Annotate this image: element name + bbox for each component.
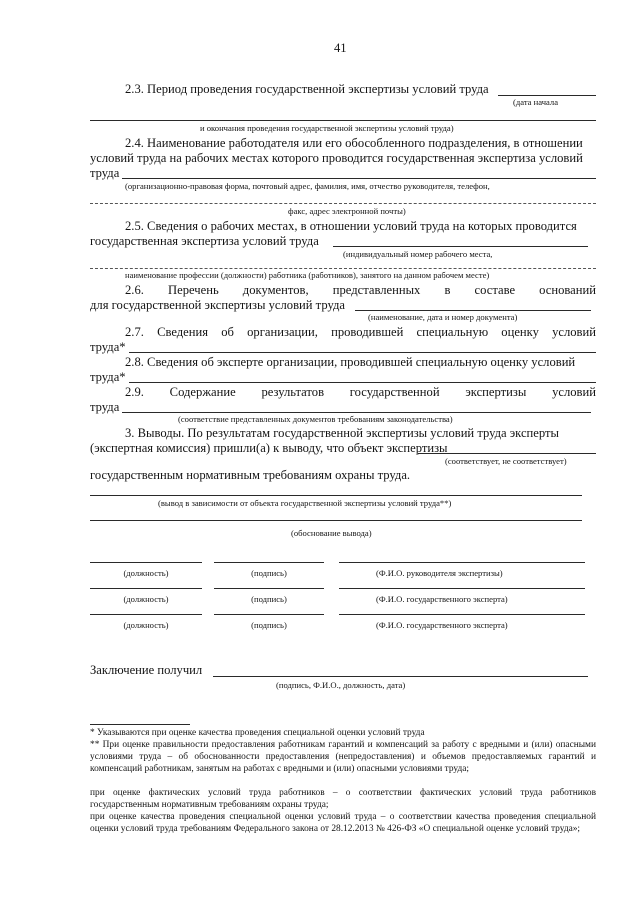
footnote-separator bbox=[90, 724, 190, 725]
section-2-4-line2: условий труда на рабочих местах которого проводится государственная экспертиза условий bbox=[90, 151, 583, 165]
section-3-hint2: (вывод в зависимости от объекта государственной экспертизы условий труда**) bbox=[158, 498, 452, 508]
section-2-5-hint2: наименование профессии (должности) работника (работников), занятого на данном рабочем месте) bbox=[125, 270, 490, 280]
signature-name-line bbox=[339, 614, 585, 615]
section-2-4-hint2: факс, адрес электронной почты) bbox=[288, 206, 406, 216]
signature-sign-line bbox=[214, 614, 324, 615]
signature-position-label: (должность) bbox=[123, 594, 169, 604]
signature-name-label: (Ф.И.О. руководителя экспертизы) bbox=[376, 568, 503, 578]
workplace-profession-line bbox=[90, 268, 596, 269]
conclusion-conformity-line bbox=[418, 453, 596, 454]
signature-name-line bbox=[339, 562, 585, 563]
section-2-5-line1: 2.5. Сведения о рабочих местах, в отношении условий труда на которых проводится bbox=[125, 219, 577, 233]
workplace-number-line bbox=[333, 246, 588, 247]
section-2-8-line1: 2.8. Сведения об эксперте организации, проводившей специальную оценку условий bbox=[125, 355, 576, 369]
section-3-line1: 3. Выводы. По результатам государственной экспертизы условий труда эксперты bbox=[125, 426, 559, 440]
section-3-hint1: (соответствует, не соответствует) bbox=[445, 456, 567, 466]
received-hint: (подпись, Ф.И.О., должность, дата) bbox=[276, 680, 406, 690]
footnote-1: * Указываются при оценке качества проведения специальной оценки условий труда bbox=[90, 728, 425, 738]
received-line bbox=[213, 676, 588, 677]
section-2-9-line1: 2.9. Содержание результатов государственной экспертизы условий bbox=[125, 385, 596, 399]
employer-line bbox=[122, 178, 596, 179]
footnote-2: ** При оценке правильности предоставления работникам гарантий и компенсаций за работу с вредными и (или) опасными условиями труда – об обоснованности предоставления (непредоставления) и объемов предоставляемых гарантий и компенсаций работникам, занятым на работах с вредными и (или) опасными условиями труда; bbox=[90, 740, 596, 774]
section-2-8-line2: труда* bbox=[90, 370, 126, 384]
documents-line bbox=[355, 310, 591, 311]
signature-sign-label: (подпись) bbox=[251, 620, 287, 630]
signature-name-label: (Ф.И.О. государственного эксперта) bbox=[376, 620, 508, 630]
received-label: Заключение получил bbox=[90, 663, 203, 677]
section-2-4-line3: труда bbox=[90, 166, 120, 180]
section-2-6-line2: для государственной экспертизы условий труда bbox=[90, 298, 345, 312]
date-end-line bbox=[90, 120, 596, 121]
signature-position-label: (должность) bbox=[123, 568, 169, 578]
section-2-6-hint: (наименование, дата и номер документа) bbox=[368, 312, 518, 322]
section-2-4-line1: 2.4. Наименование работодателя или его обособленного подразделения, в отношении bbox=[125, 136, 583, 150]
date-start-line bbox=[498, 95, 596, 96]
section-3-line2: (экспертная комиссия) пришли(а) к выводу, что объект экспертизы bbox=[90, 441, 448, 455]
section-2-3-hint-end: и окончания проведения государственной экспертизы условий труда) bbox=[200, 123, 454, 133]
section-2-4-hint1: (организационно-правовая форма, почтовый адрес, фамилия, имя, отчество руководителя, телефон, bbox=[125, 181, 490, 191]
section-2-9-hint: (соответствие представленных документов требованиям законодательства) bbox=[178, 414, 453, 424]
section-2-7-line2: труда* bbox=[90, 340, 126, 354]
signature-position-line bbox=[90, 614, 202, 615]
signature-position-line bbox=[90, 562, 202, 563]
section-3-hint3: (обоснование вывода) bbox=[291, 528, 372, 538]
justification-line bbox=[90, 520, 582, 521]
signature-sign-label: (подпись) bbox=[251, 594, 287, 604]
signature-name-line bbox=[339, 588, 585, 589]
signature-position-label: (должность) bbox=[123, 620, 169, 630]
section-2-5-hint1: (индивидуальный номер рабочего места, bbox=[343, 249, 493, 259]
signature-sign-line bbox=[214, 562, 324, 563]
section-2-7-line1: 2.7. Сведения об организации, проводившей специальную оценку условий bbox=[125, 325, 596, 339]
employer-contact-line bbox=[90, 203, 596, 204]
signature-name-label: (Ф.И.О. государственного эксперта) bbox=[376, 594, 508, 604]
organization-line bbox=[129, 352, 596, 353]
page-number: 41 bbox=[334, 41, 347, 55]
section-2-9-line2: труда bbox=[90, 400, 120, 414]
footnote-3: при оценке фактических условий труда работников – о соответствии фактических условий труда работников государственным нормативным требованиям охраны труда; bbox=[90, 788, 596, 810]
signature-sign-label: (подпись) bbox=[251, 568, 287, 578]
signature-sign-line bbox=[214, 588, 324, 589]
section-2-5-line2: государственная экспертиза условий труда bbox=[90, 234, 319, 248]
section-2-3-hint-start: (дата начала bbox=[513, 97, 559, 107]
expert-line bbox=[129, 382, 596, 383]
section-2-3-text: 2.3. Период проведения государственной экспертизы условий труда bbox=[125, 82, 489, 96]
signature-position-line bbox=[90, 588, 202, 589]
conclusion-line bbox=[90, 495, 582, 496]
section-3-line3: государственным нормативным требованиям охраны труда. bbox=[90, 468, 411, 482]
section-2-6-line1: 2.6. Перечень документов, представленных в составе оснований bbox=[125, 283, 596, 297]
footnote-4: при оценке качества проведения специальной оценки условий труда – о соответствии качества проведения специальной оценки условий труда требованиям Федерального закона от 28.12.2013 № 426-ФЗ «О специальной оценке условий труда»; bbox=[90, 812, 596, 834]
results-line bbox=[122, 412, 591, 413]
